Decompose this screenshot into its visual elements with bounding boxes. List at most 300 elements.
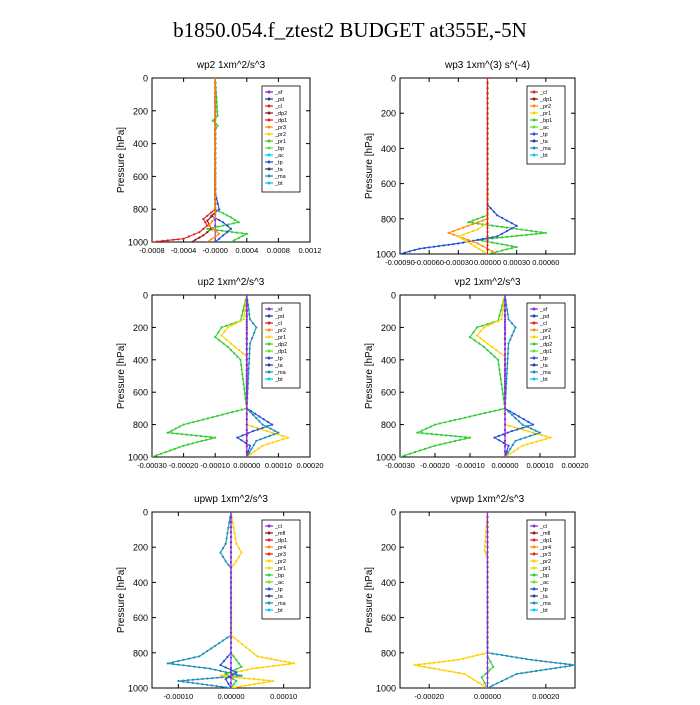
series-point: [221, 414, 223, 416]
series-point: [210, 647, 212, 649]
series-point: [496, 242, 498, 244]
series-point: [491, 653, 493, 655]
series-point: [254, 413, 256, 415]
series-point: [246, 391, 248, 393]
series-point: [450, 435, 452, 437]
series-point: [452, 230, 454, 232]
series-point: [485, 673, 487, 675]
series-point: [476, 326, 478, 328]
series-point: [235, 543, 237, 545]
series-point: [246, 310, 248, 312]
series-point: [253, 332, 255, 334]
legend-label: _cl: [540, 524, 548, 530]
series-point: [504, 326, 506, 328]
legend-label: _ma: [540, 601, 551, 607]
series-point: [409, 250, 411, 252]
series-point: [445, 434, 447, 436]
series-point: [520, 657, 522, 659]
x-tick-label: -0.00010: [455, 461, 485, 470]
series-point: [226, 412, 228, 414]
series-point: [455, 435, 457, 437]
series-point: [247, 372, 249, 374]
series-point: [484, 540, 486, 542]
series-point: [187, 443, 189, 445]
series-point: [462, 242, 464, 244]
series-point: [227, 564, 229, 566]
series-point: [504, 310, 506, 312]
series-point: [486, 87, 488, 89]
series-point: [225, 673, 227, 675]
legend-marker: [268, 140, 271, 143]
series-point: [227, 683, 229, 685]
series-point: [484, 545, 486, 547]
y-tick-label: 600: [380, 613, 396, 624]
series-point: [486, 657, 488, 659]
series-point: [188, 658, 190, 660]
series-point: [486, 77, 488, 79]
series-point: [539, 432, 541, 434]
series-point: [198, 231, 200, 233]
series-point: [506, 230, 508, 232]
series-point: [511, 334, 513, 336]
series-point: [243, 318, 245, 320]
series-point: [486, 188, 488, 190]
legend-label: _bt: [540, 153, 548, 159]
series-point: [530, 230, 532, 232]
series-point: [478, 343, 480, 345]
series-point: [282, 438, 284, 440]
series-point: [504, 316, 506, 318]
series-point: [230, 216, 232, 218]
series-point: [256, 655, 258, 657]
series-point: [192, 682, 194, 684]
series-point: [472, 331, 474, 333]
series-point: [477, 239, 479, 241]
series-point: [506, 227, 508, 229]
series-point: [461, 238, 463, 240]
chart-title: up2 1xm^2/s^3: [197, 277, 265, 288]
series-point: [545, 661, 547, 663]
series-point: [517, 447, 519, 449]
series-point: [216, 677, 218, 679]
series-point: [511, 247, 513, 249]
series-point: [238, 237, 240, 239]
series-point: [486, 546, 488, 548]
series-point: [270, 658, 272, 660]
series-point: [484, 682, 486, 684]
series-point: [486, 511, 488, 513]
y-tick-label: 600: [380, 387, 396, 398]
series-point: [214, 201, 216, 203]
series-point: [208, 225, 210, 227]
legend-label: _tp: [275, 160, 283, 166]
series-point: [187, 681, 189, 683]
series-point: [500, 383, 502, 385]
series-point: [195, 435, 197, 437]
series-point: [267, 443, 269, 445]
series-point: [230, 556, 232, 558]
series-point: [240, 675, 242, 677]
legend-marker: [268, 315, 271, 318]
series-point: [486, 672, 488, 674]
series-point: [209, 668, 211, 670]
legend-label: _pr1: [540, 566, 552, 572]
y-tick-label: 400: [380, 577, 396, 588]
series-point: [230, 601, 232, 603]
legend-marker: [268, 378, 271, 381]
series-point: [230, 343, 232, 345]
series-point: [555, 667, 557, 669]
y-tick-label: 800: [132, 420, 148, 431]
y-tick-label: 0: [390, 73, 396, 84]
series-point: [520, 672, 522, 674]
series-point: [496, 214, 498, 216]
series-point: [226, 637, 228, 639]
series-point: [214, 117, 216, 119]
y-axis-label: Pressure [hPa]: [116, 126, 127, 194]
legend-marker: [268, 560, 271, 563]
series-point: [520, 234, 522, 236]
series-point: [486, 193, 488, 195]
legend-marker: [533, 119, 536, 122]
series-point: [569, 665, 571, 667]
series-point: [504, 386, 506, 388]
legend-marker: [533, 532, 536, 535]
series-point: [210, 211, 212, 213]
series-point: [482, 653, 484, 655]
series-point: [249, 649, 251, 651]
series-point: [482, 684, 484, 686]
series-point: [504, 343, 506, 345]
series-point: [540, 439, 542, 441]
series-point: [230, 647, 232, 649]
series-point: [238, 556, 240, 558]
series-point: [519, 438, 521, 440]
series-point: [438, 661, 440, 663]
y-tick-label: 1000: [375, 452, 396, 463]
legend-label: _pr3: [540, 552, 552, 558]
legend-label: _pr1: [275, 139, 287, 145]
series-point: [472, 655, 474, 657]
series-point: [486, 240, 488, 242]
series-point: [254, 450, 256, 452]
series-point: [477, 221, 479, 223]
series-point: [230, 642, 232, 644]
series-point: [486, 521, 488, 523]
series-point: [416, 432, 418, 434]
series-point: [277, 664, 279, 666]
series-point: [507, 318, 509, 320]
chart-panel: [116, 277, 324, 470]
series-point: [214, 152, 216, 154]
chart-title: vp2 1xm^2/s^3: [454, 277, 521, 288]
series-point: [248, 313, 250, 315]
series-point: [414, 451, 416, 453]
series-point: [545, 668, 547, 670]
series-point: [246, 451, 248, 453]
series-point: [458, 672, 460, 674]
series-point: [506, 678, 508, 680]
legend-marker: [268, 588, 271, 591]
legend-label: _pr1: [540, 111, 552, 117]
series-point: [498, 368, 500, 370]
series-point: [225, 543, 227, 545]
series-point: [214, 87, 216, 89]
series-point: [246, 294, 248, 296]
series-point: [183, 424, 185, 426]
series-point: [506, 220, 508, 222]
series-point: [193, 656, 195, 658]
series-point: [535, 430, 537, 432]
series-point: [219, 675, 221, 677]
series-point: [430, 426, 432, 428]
legend-label: _mfl: [275, 531, 286, 537]
y-tick-label: 0: [142, 73, 148, 84]
series-point: [491, 685, 493, 687]
legend-label: _ma: [275, 601, 286, 607]
legend-label: _ta: [540, 139, 548, 145]
legend-marker: [533, 329, 536, 332]
series-point: [493, 356, 495, 358]
series-point: [230, 581, 232, 583]
series-point: [230, 596, 232, 598]
series-point: [212, 120, 214, 122]
series-point: [210, 438, 212, 440]
series-point: [240, 439, 242, 441]
series-point: [504, 348, 506, 350]
series-point: [550, 661, 552, 663]
series-point: [230, 571, 232, 573]
series-group: [152, 77, 248, 243]
series-point: [486, 231, 488, 233]
series-point: [501, 233, 503, 235]
x-tick-label: -0.0000: [202, 246, 228, 255]
series-point: [262, 445, 264, 447]
series-point: [486, 82, 488, 84]
y-tick-label: 200: [380, 108, 396, 119]
series-point: [462, 234, 464, 236]
series-point: [486, 132, 488, 134]
legend-label: _dp1: [540, 349, 553, 355]
series-point: [500, 318, 502, 320]
legend-marker: [533, 546, 536, 549]
series-point: [287, 437, 289, 439]
series-point: [467, 221, 469, 223]
series-point: [236, 356, 238, 358]
series-point: [516, 235, 518, 237]
series-point: [192, 421, 194, 423]
series-point: [233, 222, 235, 224]
legend-label: _cl: [275, 321, 283, 327]
y-tick-label: 1000: [375, 683, 396, 694]
series-point: [246, 402, 248, 404]
legend-marker: [533, 609, 536, 612]
figure-title: b1850.054.f_ztest2 BUDGET at355E,-5N: [173, 18, 527, 42]
legend-marker: [268, 154, 271, 157]
series-point: [218, 642, 220, 644]
series-point: [523, 418, 525, 420]
y-tick-label: 1000: [127, 237, 148, 248]
series-point: [176, 433, 178, 435]
series-point: [183, 238, 185, 240]
series-point: [222, 234, 224, 236]
series-point: [246, 299, 248, 301]
series-point: [230, 586, 232, 588]
series-point: [499, 373, 501, 375]
series-point: [169, 449, 171, 451]
series-point: [246, 370, 248, 372]
series-point: [234, 637, 236, 639]
series-point: [217, 203, 219, 205]
series-point: [459, 436, 461, 438]
series-point: [272, 680, 274, 682]
legend-label: _cl: [275, 524, 283, 530]
series-point: [523, 429, 525, 431]
series-point: [238, 662, 240, 664]
y-tick-label: 1000: [127, 452, 148, 463]
series-point: [263, 681, 265, 683]
legend-label: _pr1: [275, 566, 287, 572]
legend-label: _dp1: [275, 118, 288, 124]
series-point: [246, 440, 248, 442]
series-point: [495, 349, 497, 351]
series-point: [507, 343, 509, 345]
series-point: [214, 216, 216, 218]
series-point: [214, 147, 216, 149]
series-point: [535, 441, 537, 443]
series-point: [504, 445, 506, 447]
series-point: [171, 432, 173, 434]
series-point: [273, 430, 275, 432]
series-point: [235, 686, 237, 688]
series-point: [221, 676, 223, 678]
series-point: [486, 662, 488, 664]
series-point: [540, 669, 542, 671]
series-point: [477, 654, 479, 656]
series-point: [448, 244, 450, 246]
series-point: [167, 662, 169, 664]
series-point: [249, 684, 251, 686]
series-point: [267, 421, 269, 423]
series-point: [486, 556, 488, 558]
series-point: [231, 231, 233, 233]
series-point: [494, 410, 496, 412]
series-point: [500, 378, 502, 380]
series-point: [501, 236, 503, 238]
legend-marker: [268, 336, 271, 339]
series-point: [236, 410, 238, 412]
series-point: [235, 659, 237, 661]
series-point: [501, 217, 503, 219]
series-point: [214, 107, 216, 109]
series-point: [507, 353, 509, 355]
series-point: [263, 679, 265, 681]
series-point: [246, 305, 248, 307]
legend-marker: [268, 322, 271, 325]
y-tick-label: 400: [132, 577, 148, 588]
y-tick-label: 400: [380, 355, 396, 366]
series-point: [230, 632, 232, 634]
y-tick-label: 1000: [127, 683, 148, 694]
series-point: [496, 251, 498, 253]
y-tick-label: 400: [380, 143, 396, 154]
x-tick-label: -0.00090: [385, 258, 415, 267]
series-point: [248, 367, 250, 369]
legend-marker: [268, 161, 271, 164]
series-point: [525, 234, 527, 236]
legend-marker: [268, 581, 271, 584]
series-point: [428, 246, 430, 248]
series-point: [514, 440, 516, 442]
legend-label: _dp2: [275, 111, 288, 117]
series-point: [482, 238, 484, 240]
legend-marker: [268, 567, 271, 570]
series-point: [230, 526, 232, 528]
series-point: [225, 325, 227, 327]
series-point: [230, 561, 232, 563]
series-point: [230, 622, 232, 624]
series-point: [234, 346, 236, 348]
series-point: [511, 414, 513, 416]
x-tick-label: -0.00020: [168, 461, 199, 470]
series-point: [486, 541, 488, 543]
series-point: [200, 435, 202, 437]
series-point: [198, 237, 200, 239]
series-point: [511, 322, 513, 324]
series-point: [214, 97, 216, 99]
series-point: [483, 346, 485, 348]
series-point: [541, 434, 543, 436]
legend-marker: [533, 140, 536, 143]
y-tick-label: 600: [132, 613, 148, 624]
series-point: [433, 246, 435, 248]
x-tick-label: 0.00020: [296, 461, 324, 470]
series-point: [504, 391, 506, 393]
series-point: [507, 452, 509, 454]
series-point: [226, 656, 228, 658]
series-point: [504, 364, 506, 366]
series-point: [214, 196, 216, 198]
series-point: [220, 686, 222, 688]
series-point: [414, 664, 416, 666]
series-point: [233, 564, 235, 566]
legend-marker: [268, 602, 271, 605]
series-point: [204, 667, 206, 669]
series-point: [246, 397, 248, 399]
series-point: [183, 445, 185, 447]
legend-marker: [268, 553, 271, 556]
y-tick-label: 800: [380, 420, 396, 431]
series-point: [467, 225, 469, 227]
x-tick-label: -0.0008: [139, 246, 165, 255]
series-point: [252, 414, 254, 416]
series-point: [534, 433, 536, 435]
legend-marker: [268, 126, 271, 129]
legend-label: _ta: [540, 594, 548, 600]
series-point: [486, 198, 488, 200]
series-point: [486, 627, 488, 629]
legend-marker: [268, 105, 271, 108]
series-point: [516, 428, 518, 430]
series-point: [246, 233, 248, 235]
series-point: [230, 657, 232, 659]
series-point: [472, 679, 474, 681]
series-point: [219, 670, 221, 672]
series-point: [486, 581, 488, 583]
series-point: [211, 220, 213, 222]
legend-marker: [533, 574, 536, 577]
legend-label: _ta: [540, 363, 548, 369]
